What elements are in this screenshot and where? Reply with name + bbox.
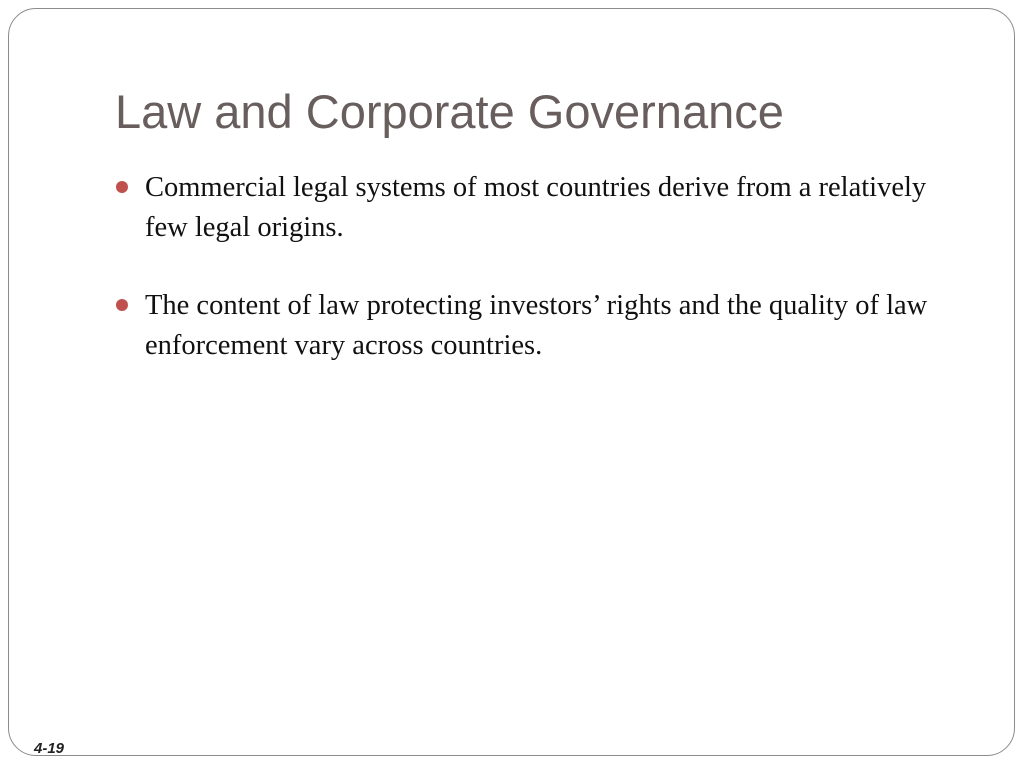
bullet-item xyxy=(115,168,935,248)
bullet-dot-icon xyxy=(116,181,128,193)
bullet-dot-icon xyxy=(116,299,128,311)
bullet-item xyxy=(115,286,935,366)
bullet-list xyxy=(115,168,935,404)
slide-title: Law and Corporate Governance xyxy=(115,85,784,138)
slide-number: 4-19 xyxy=(34,740,65,757)
bullet-text: Commercial legal systems of most countries derive from a relatively few legal origins. xyxy=(145,172,927,243)
bullet-text: The content of law protecting investors’ rights and the quality of law enforcement vary across countries. xyxy=(145,290,928,361)
